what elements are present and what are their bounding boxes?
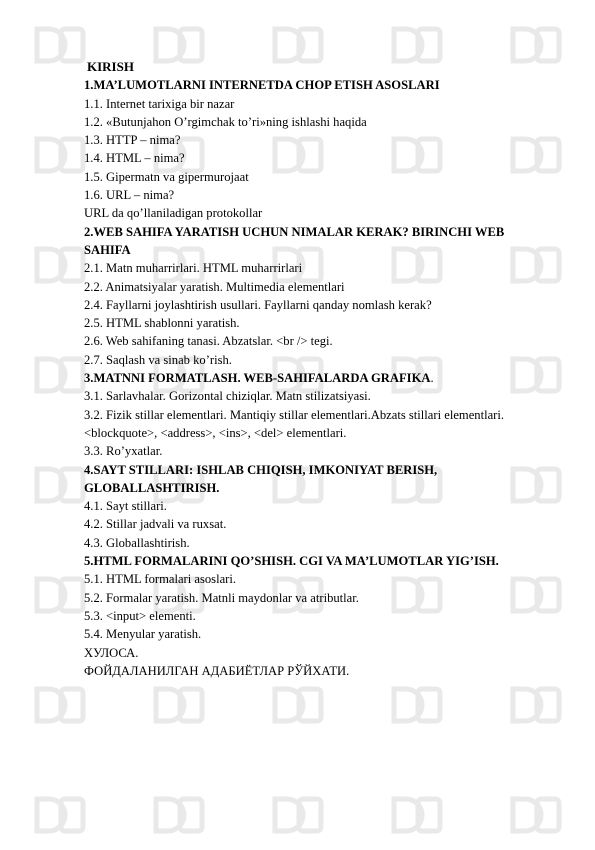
document-logo-icon xyxy=(33,355,87,395)
toc-item: 2.6. Web sahifaning tanasi. Abzatslar. <br /> tegi. xyxy=(84,334,333,349)
section-heading: 5.HTML FORMALARINI QO’SHISH. CGI VA MA’LUMOTLAR YIG’ISH. xyxy=(84,554,499,569)
toc-item: 3.3. Ro’yxatlar. xyxy=(84,444,163,459)
section-heading: 4.SAYT STILLARI: ISHLAB CHIQISH, IMKONIYAT BERISH, GLOBALLASHTIRISH. xyxy=(84,462,438,495)
toc-item: 2.1. Matn muharrirlari. HTML muharrirlari xyxy=(84,261,303,276)
references-label: ФОЙДАЛАНИЛГАН АДАБИЁТЛАР РЎЙХАТИ. xyxy=(84,663,350,678)
table-of-contents xyxy=(84,58,554,680)
document-logo-icon xyxy=(33,135,87,175)
document-logo-icon xyxy=(33,575,87,615)
heading-tail: . xyxy=(430,371,434,386)
toc-item: 5.3. <input> elementi. xyxy=(84,608,196,623)
document-logo-icon xyxy=(33,795,87,835)
document-logo-icon xyxy=(152,795,206,835)
toc-item: 5.2. Formalar yaratish. Matnli maydonlar va atributlar. xyxy=(84,590,359,605)
toc-item: 3.1. Sarlavhalar. Gorizontal chiziqlar. Matn stilizatsiyasi. xyxy=(84,389,371,404)
document-logo-icon xyxy=(33,25,87,65)
document-logo-icon xyxy=(390,685,444,725)
toc-item: 4.3. Globallashtirish. xyxy=(84,535,190,550)
toc-item: 4.1. Sayt stillari. xyxy=(84,499,167,514)
document-logo-icon xyxy=(509,685,563,725)
toc-item: 1.6. URL – nima? xyxy=(84,188,175,203)
toc-item: 1.3. HTTP – nima? xyxy=(84,133,181,148)
conclusion-label: ХУЛОСА. xyxy=(84,645,139,660)
toc-item: 2.7. Saqlash va sinab ko’rish. xyxy=(84,352,232,367)
toc-item: 1.2. «Butunjahon O’rgimchak to’ri»ning ishlashi haqida xyxy=(84,114,367,129)
toc-item: 4.2. Stillar jadvali va ruxsat. xyxy=(84,517,227,532)
section-heading: 3.MATNNI FORMATLASH. WEB-SAHIFALARDA GRAFIKA xyxy=(84,371,431,386)
document-logo-icon xyxy=(33,685,87,725)
toc-item: 2.4. Fayllarni joylashtirish usullari. Fayllarni qanday nomlash kerak? xyxy=(84,297,432,312)
toc-item: 3.2. Fizik stillar elementlari. Mantiqiy stillar elementlari.Abzats stillari elementlari. <blockquote>, <address>, <ins>, <del> elementlari. xyxy=(84,407,505,440)
page-title: KIRISH xyxy=(87,59,134,74)
document-logo-icon xyxy=(152,685,206,725)
document-logo-icon xyxy=(271,795,325,835)
toc-item: 2.5. HTML shablonni yaratish. xyxy=(84,316,240,331)
toc-item: URL da qo’llaniladigan protokollar xyxy=(84,206,263,221)
section-heading: 1.MA’LUMOTLARNI INTERNETDA CHOP ETISH ASOSLARI xyxy=(84,78,440,93)
toc-item: 2.2. Animatsiyalar yaratish. Multimedia elementlari xyxy=(84,279,345,294)
document-logo-icon xyxy=(509,795,563,835)
toc-item: 1.5. Gipermatn va gipermurojaat xyxy=(84,169,249,184)
section-heading-row xyxy=(84,369,554,387)
document-logo-icon xyxy=(271,685,325,725)
watermark-row xyxy=(0,780,595,850)
toc-item: 1.4. HTML – nima? xyxy=(84,151,185,166)
watermark-row xyxy=(0,670,595,740)
toc-item: 5.1. HTML formalari asoslari. xyxy=(84,572,237,587)
document-logo-icon xyxy=(390,795,444,835)
document-logo-icon xyxy=(33,465,87,505)
section-heading: 2.WEB SAHIFA YARATISH UCHUN NIMALAR KERAK? BIRINCHI WEB SAHIFA xyxy=(84,224,505,257)
toc-item: 5.4. Menyular yaratish. xyxy=(84,627,202,642)
document-logo-icon xyxy=(33,245,87,285)
toc-item: 1.1. Internet tarixiga bir nazar xyxy=(84,96,235,111)
